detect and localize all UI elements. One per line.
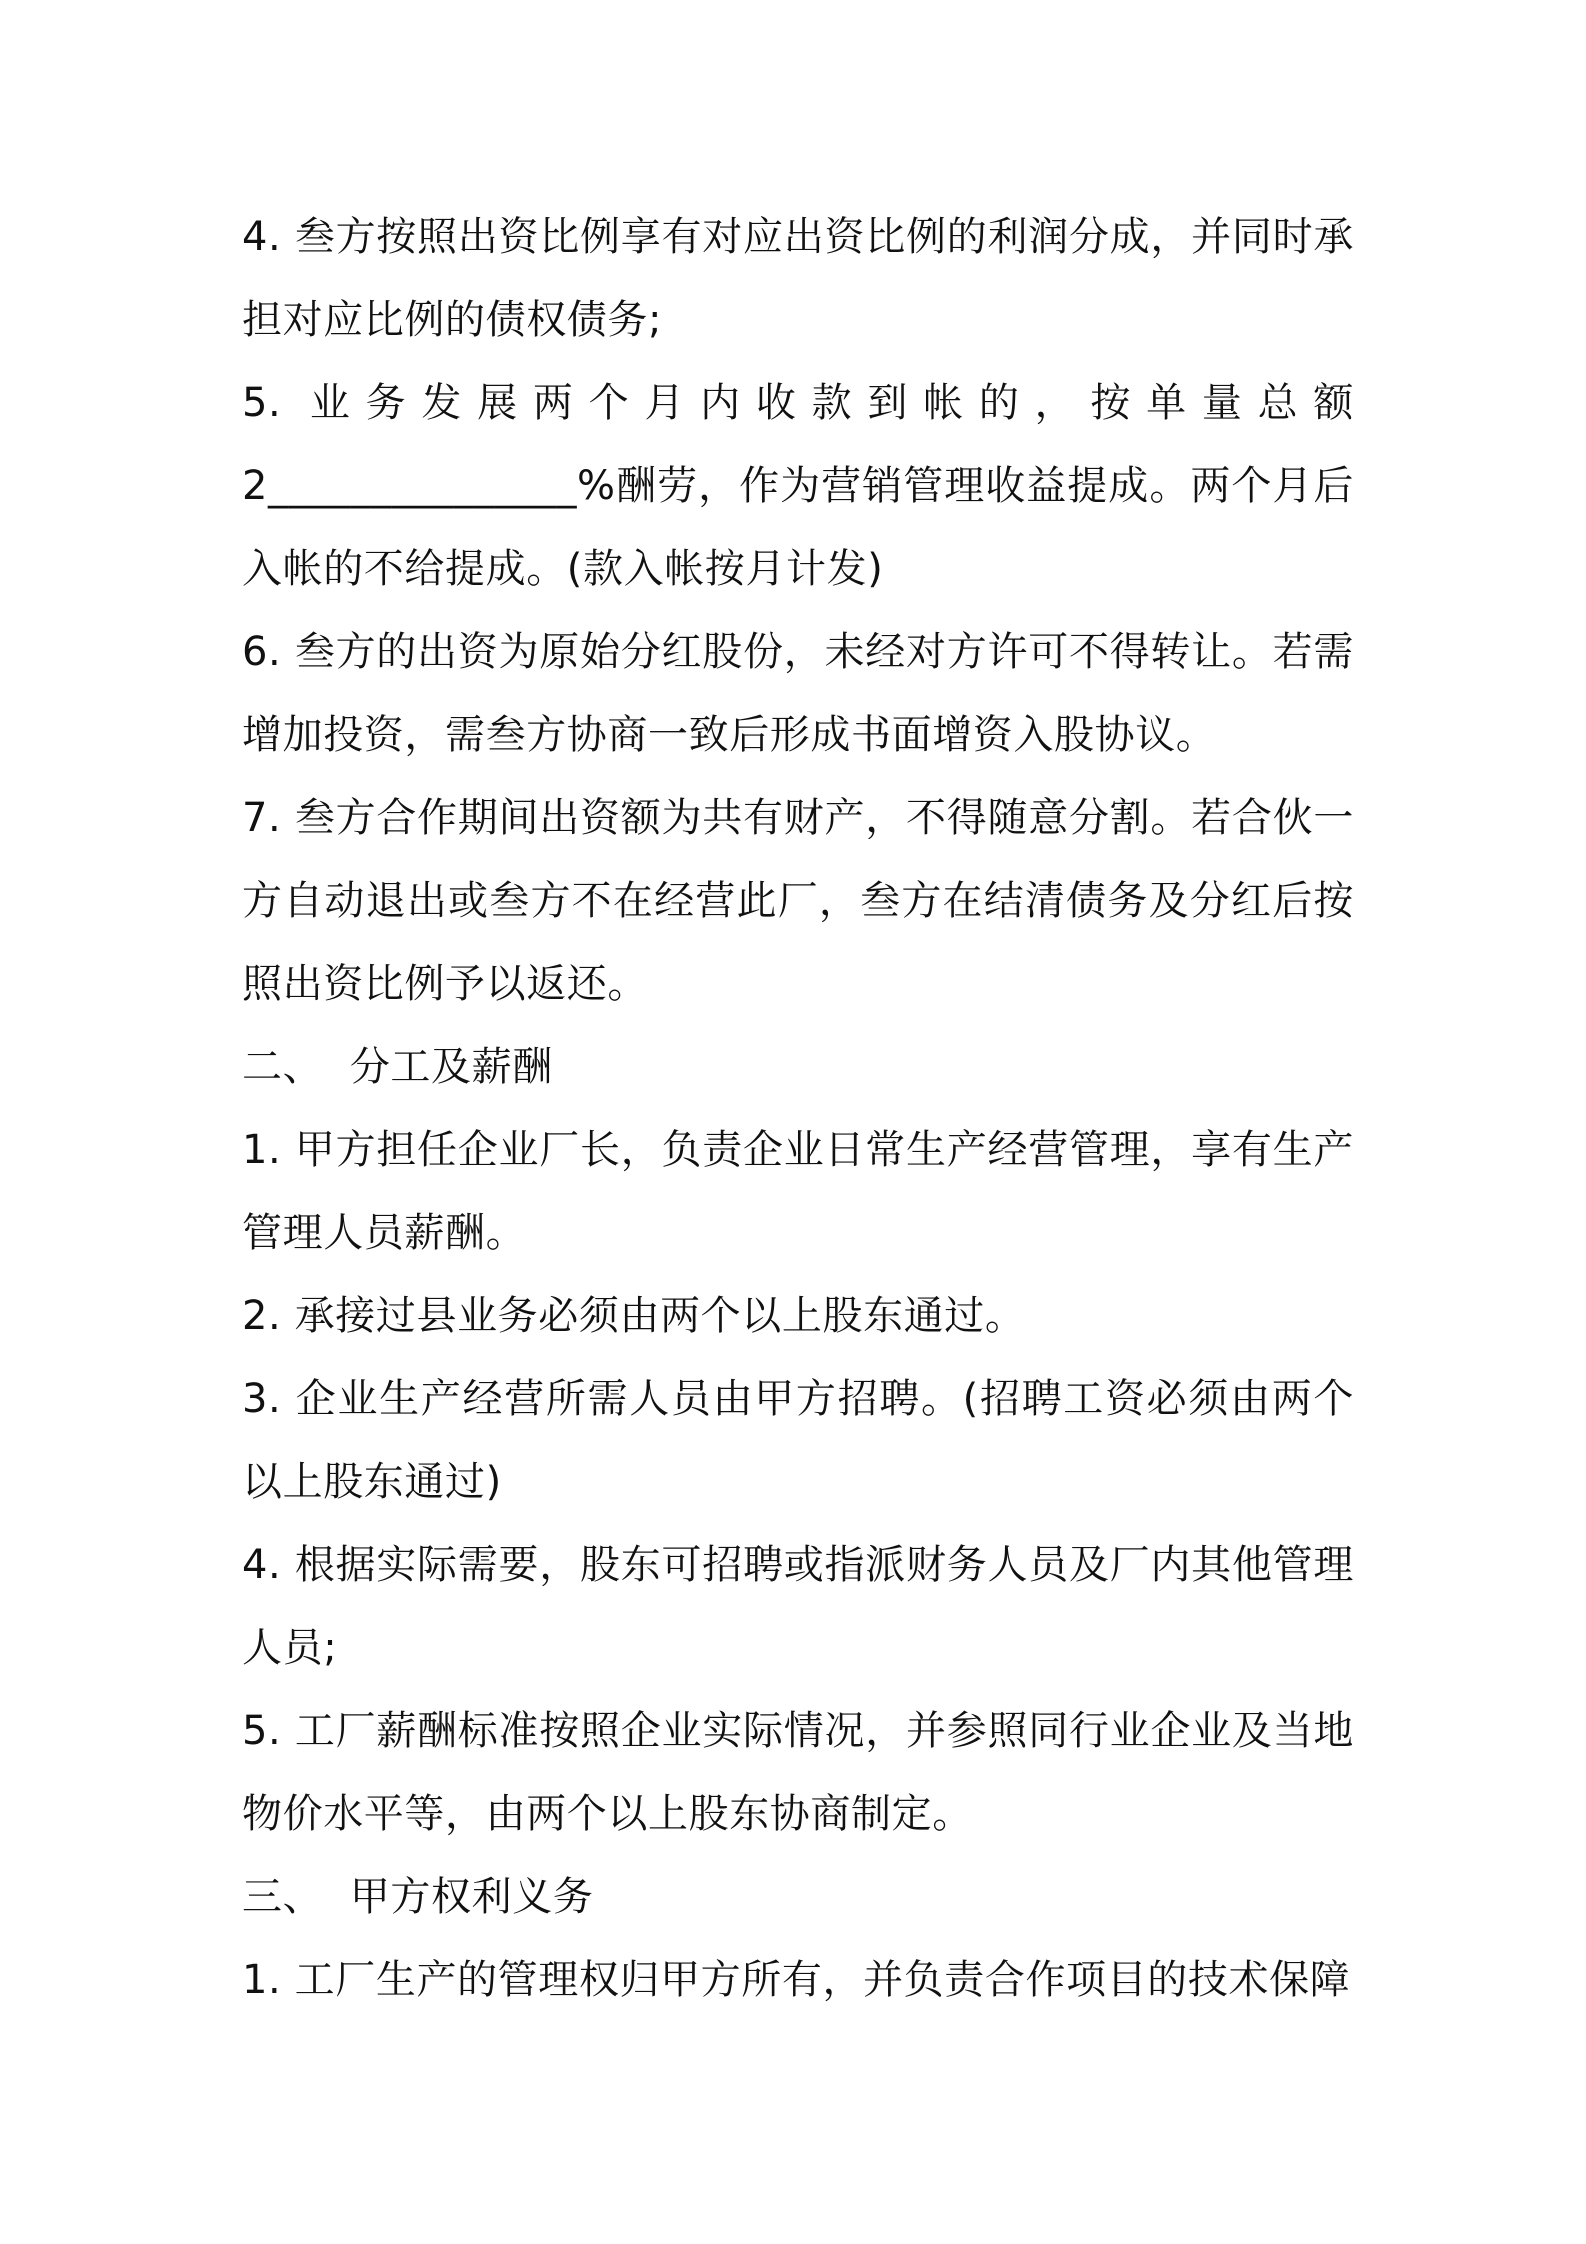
clause-4-profit-sharing: 4. 叁方按照出资比例享有对应出资比例的利润分成，并同时承担对应比例的债权债务; xyxy=(242,214,1354,343)
section-2-clause-3: 3. 企业生产经营所需人员由甲方招聘。(招聘工资必须由两个以上股东通过) xyxy=(242,1376,1354,1505)
clause-5-commission-line: 5. 业务发展两个月内收款到帐的，按单量总额 xyxy=(242,380,1354,426)
section-3-clause-1: 1. 工厂生产的管理权归甲方所有，并负责合作项目的技术保障 xyxy=(242,1957,1351,2003)
section-2-clause-5: 5. 工厂薪酬标准按照企业实际情况，并参照同行业企业及当地物价水平等，由两个以上股东协商制定。 xyxy=(242,1708,1354,1837)
section-2-clause-4: 4. 根据实际需要，股东可招聘或指派财务人员及厂内其他管理人员; xyxy=(242,1542,1354,1671)
section-2-heading: 二、 分工及薪酬 xyxy=(242,1044,553,1090)
clause-5-commission-rate: 2_______________%酬劳，作为营销管理收益提成。两个月后入帐的不给提成。(款入帐按月计发) xyxy=(242,463,1354,592)
section-2-clause-1: 1. 甲方担任企业厂长，负责企业日常生产经营管理，享有生产管理人员薪酬。 xyxy=(242,1127,1354,1256)
clause-6-share-transfer: 6. 叁方的出资为原始分红股份，未经对方许可不得转让。若需增加投资，需叁方协商一致后形成书面增资入股协议。 xyxy=(242,629,1354,758)
clause-7-common-property: 7. 叁方合作期间出资额为共有财产，不得随意分割。若合伙一方自动退出或叁方不在经营此厂，叁方在结清债务及分红后按照出资比例予以返还。 xyxy=(242,795,1354,1007)
section-3-heading: 三、 甲方权利义务 xyxy=(242,1874,594,1920)
document-body xyxy=(242,196,1354,2022)
section-2-clause-2: 2. 承接过县业务必须由两个以上股东通过。 xyxy=(242,1293,1026,1339)
